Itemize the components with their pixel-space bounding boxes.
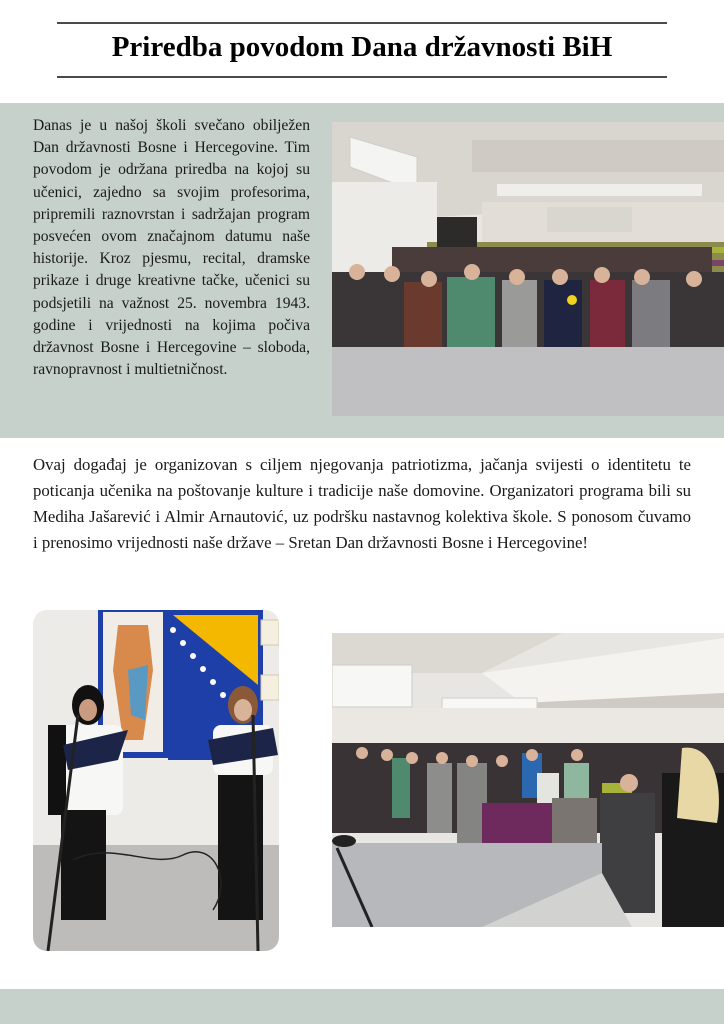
photo-students-reciting [33,610,279,951]
page-header [57,22,667,80]
body-paragraph: Ovaj događaj je organizovan s ciljem njegovanja patriotizma, jačanja svijesti o identitetu te poticanja učenika na poštovanje kulture i tradicije naše domovine. Organizatori programa bili su Mediha Jašarević i Almir Arnautović, uz podršku nastavnog kolektiva škole. S ponosom čuvamo i prenosimo vrijednosti naše države – Sretan Dan državnosti Bosne i Hercegovine! [33,455,691,552]
header-rule-top [57,22,667,24]
intro-paragraph: Danas je u našoj školi svečano obilježen Dan državnosti Bosne i Hercegovine. Tim povodom je održana priredba na kojoj su učenici, zajedno sa svojim profesorima, pripremili raznovrstan i sadržajan program posvećen ovom značajnom datumu naše historije. Kroz pjesmu, recital, dramske prikaze i druge kreativne tačke, učenici su podsjetili na važnost 25. novembra 1943. godine i vrijednosti na kojima počiva državnost Bosne i Hercegovine – sloboda, ravnopravnost i multietničnost. [33,117,310,379]
photo-standing-audience-image [332,633,724,927]
photo-standing-audience [332,633,724,927]
photo-students-reciting-image [33,610,279,951]
footer-band [0,989,724,1024]
header-rule-bottom [57,76,667,78]
photo-seated-group-image [332,122,724,416]
photo-seated-group [332,122,724,416]
page-title: Priredba povodom Dana državnosti BiH [111,31,613,63]
